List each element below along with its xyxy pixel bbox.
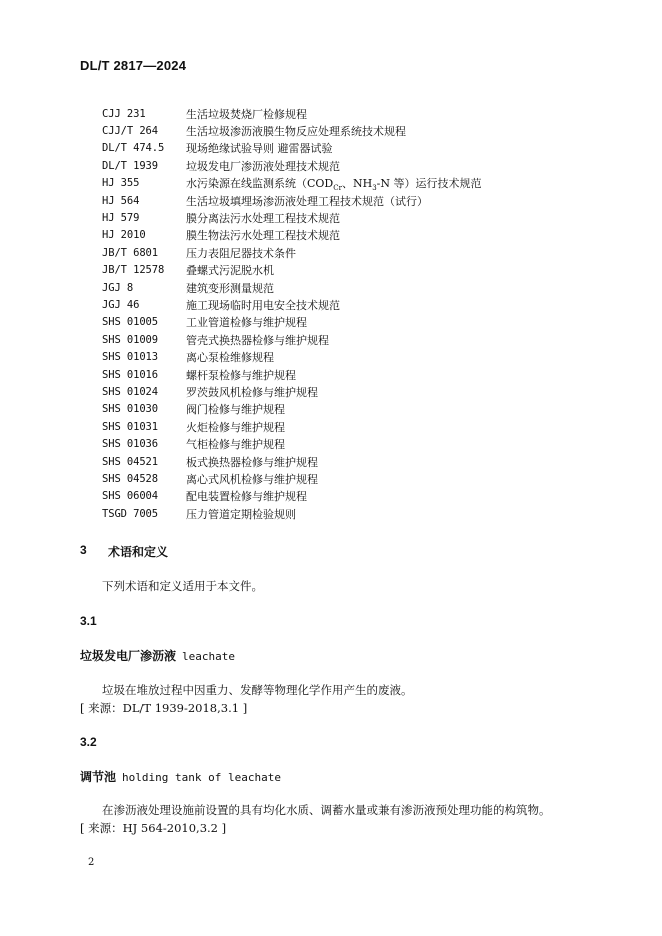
reference-title: 施工现场临时用电安全技术规范 (186, 298, 340, 312)
reference-item (102, 262, 482, 279)
reference-item (102, 418, 482, 435)
reference-title: 生活垃圾渗沥液膜生物反应处理系统技术规程 (186, 125, 406, 139)
reference-item (102, 209, 482, 226)
term-english: leachate (182, 650, 235, 663)
reference-item (102, 244, 482, 261)
reference-title: 阀门检修与维护规程 (186, 403, 285, 417)
section-number: 3 (80, 543, 87, 557)
reference-title-part: 、NH (341, 176, 373, 190)
reference-title: 罗茨鼓风机检修与维护规程 (186, 385, 318, 399)
reference-code: HJ 2010 (102, 229, 146, 242)
reference-item (102, 140, 482, 157)
reference-code: JGJ 46 (102, 298, 140, 311)
reference-item (102, 401, 482, 418)
reference-title: 工业管道检修与维护规程 (186, 316, 307, 330)
subscript-cr: Cr (333, 183, 342, 192)
reference-code: JGJ 8 (102, 281, 134, 294)
reference-title: 压力表阻尼器技术条件 (186, 246, 296, 260)
reference-code: HJ 355 (102, 177, 140, 190)
section-intro-text: 下列术语和定义适用于本文件。 (102, 579, 263, 593)
reference-code: SHS 06004 (102, 490, 158, 503)
reference-code: CJJ 231 (102, 107, 146, 120)
reference-title (186, 175, 482, 192)
reference-item (102, 192, 482, 209)
reference-item (102, 331, 482, 348)
reference-title: 压力管道定期检验规则 (186, 507, 296, 521)
reference-item (102, 279, 482, 296)
reference-code: HJ 579 (102, 212, 140, 225)
reference-item (102, 314, 482, 331)
reference-title-part: 水污染源在线监测系统（COD (186, 176, 334, 190)
reference-code: DL/T 474.5 (102, 142, 165, 155)
reference-code: SHS 01016 (102, 368, 158, 381)
reference-item (102, 157, 482, 174)
reference-code: DL/T 1939 (102, 159, 158, 172)
reference-code: HJ 564 (102, 194, 140, 207)
reference-code: SHS 01030 (102, 403, 158, 416)
reference-item (102, 435, 482, 452)
term-source: [ 来源：HJ 564-2010,3.2 ] (80, 821, 227, 835)
term-heading (80, 768, 281, 785)
term-number: 3.2 (80, 735, 97, 749)
term-number: 3.1 (80, 614, 97, 628)
reference-code: SHS 01009 (102, 333, 158, 346)
reference-item (102, 175, 482, 192)
reference-title: 生活垃圾焚烧厂检修规程 (186, 107, 307, 121)
reference-item (102, 105, 482, 122)
reference-title: 管壳式换热器检修与维护规程 (186, 333, 329, 347)
reference-title: 垃圾发电厂渗沥液处理技术规范 (186, 159, 340, 173)
reference-title: 螺杆泵检修与维护规程 (186, 368, 296, 382)
reference-code: SHS 04521 (102, 455, 158, 468)
reference-title: 气柜检修与维护规程 (186, 438, 285, 452)
reference-code: TSGD 7005 (102, 507, 158, 520)
reference-title: 膜分离法污水处理工程技术规范 (186, 212, 340, 226)
reference-item (102, 505, 482, 522)
section-title: 术语和定义 (108, 545, 169, 559)
reference-code: SHS 01036 (102, 438, 158, 451)
document-code-header: DL/T 2817—2024 (80, 58, 187, 73)
reference-item (102, 488, 482, 505)
term-source: [ 来源：DL/T 1939-2018,3.1 ] (80, 701, 248, 715)
term-definition: 垃圾在堆放过程中因重力、发酵等物理化学作用产生的废液。 (102, 683, 413, 697)
reference-code: SHS 01005 (102, 316, 158, 329)
reference-code: JB/T 6801 (102, 246, 158, 259)
reference-item (102, 366, 482, 383)
reference-item (102, 296, 482, 313)
page-number: 2 (88, 857, 95, 868)
term-english: holding tank of leachate (122, 771, 281, 784)
reference-title: 叠螺式污泥脱水机 (186, 264, 274, 278)
reference-item (102, 227, 482, 244)
reference-title: 膜生物法污水处理工程技术规范 (186, 229, 340, 243)
reference-title: 现场绝缘试验导则 避雷器试验 (186, 142, 333, 156)
reference-item (102, 348, 482, 365)
term-definition: 在渗沥液处理设施前设置的具有均化水质、调蓄水量或兼有渗沥液预处理功能的构筑物。 (102, 803, 551, 817)
term-chinese: 垃圾发电厂渗沥液 (80, 649, 177, 663)
reference-item (102, 470, 482, 487)
reference-item (102, 383, 482, 400)
reference-title: 火炬检修与维护规程 (186, 420, 285, 434)
reference-code: SHS 01013 (102, 351, 158, 364)
reference-title: 建筑变形测量规范 (186, 281, 274, 295)
subscript-3: 3 (372, 183, 377, 192)
reference-code: SHS 04528 (102, 472, 158, 485)
reference-title: 配电装置检修与维护规程 (186, 490, 307, 504)
term-heading (80, 647, 235, 664)
reference-code: SHS 01024 (102, 385, 158, 398)
reference-code: SHS 01031 (102, 420, 158, 433)
reference-code: JB/T 12578 (102, 264, 165, 277)
normative-references-list (102, 105, 482, 522)
term-chinese: 调节池 (80, 770, 117, 784)
reference-title-part: -N 等）运行技术规范 (376, 176, 482, 190)
reference-title: 离心泵检维修规程 (186, 351, 274, 365)
reference-code: CJJ/T 264 (102, 125, 158, 138)
reference-title: 板式换热器检修与维护规程 (186, 455, 318, 469)
reference-item (102, 122, 482, 139)
reference-title: 生活垃圾填埋场渗沥液处理工程技术规范（试行） (186, 194, 428, 208)
reference-item (102, 453, 482, 470)
reference-title: 离心式风机检修与维护规程 (186, 472, 318, 486)
